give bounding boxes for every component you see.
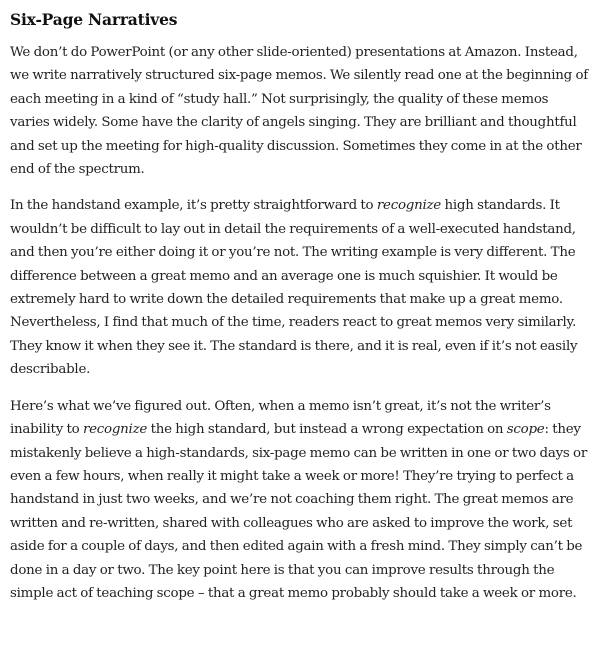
paragraph-2-emphasis-recognize: recognize <box>376 198 441 214</box>
paragraph-3-emphasis-scope: scope <box>506 422 545 438</box>
paragraph-3 <box>10 395 590 606</box>
section-heading: Six-Page Narratives <box>10 10 178 29</box>
paragraph-3-text-b: the high standard, but instead a wrong expectation on <box>147 422 507 438</box>
paragraph-3-text-a: Here’s what we’ve figured out. Often, when a memo isn’t great, it’s not the writer’s inability to <box>10 398 551 438</box>
paragraph-1-text: We don’t do PowerPoint (or any other slide-oriented) presentations at Amazon. Instead, we write narratively structured six-page memos. We silently read one at the beginning of each meeting in a kind of “study hall.” Not surprisingly, the quality of these memos varies widely. Some have the clarity of angels singing. They are brilliant and thoughtful and set up the meeting for high-quality discussion. Sometimes they come in at the other end of the spectrum. <box>10 45 588 178</box>
paragraph-1 <box>10 41 590 181</box>
paragraph-2-text-a: In the handstand example, it’s pretty straightforward to <box>10 198 377 214</box>
paragraph-3-emphasis-recognize: recognize <box>82 422 148 438</box>
paragraph-2 <box>10 194 590 381</box>
paragraph-3-text-c: : they mistakenly believe a high-standards, six-page memo can be written in one or two days or even a few hours, when really it might take a week or more! They’re trying to perfect a handstand in just two weeks, and we’re not coaching them right. The great memos are written and re-written, shared with colleagues who are asked to improve the work, set aside for a couple of days, and then edited again with a fresh mind. They simply can’t be done in a day or two. The key point here is that you can improve results through the simple act of teaching scope – that a great memo probably should take a week or more. <box>10 422 587 601</box>
paragraph-2-text-b: high standards. It wouldn’t be difficult to lay out in detail the requirements of a well-executed handstand, and then you’re either doing it or you’re not. The writing example is very different. The difference between a great memo and an average one is much squishier. It would be extremely hard to write down the detailed requirements that make up a great memo. Nevertheless, I find that much of the time, readers react to great memos very similarly. They know it when they see it. The standard is there, and it is real, even if it’s not easily describable. <box>10 198 578 378</box>
